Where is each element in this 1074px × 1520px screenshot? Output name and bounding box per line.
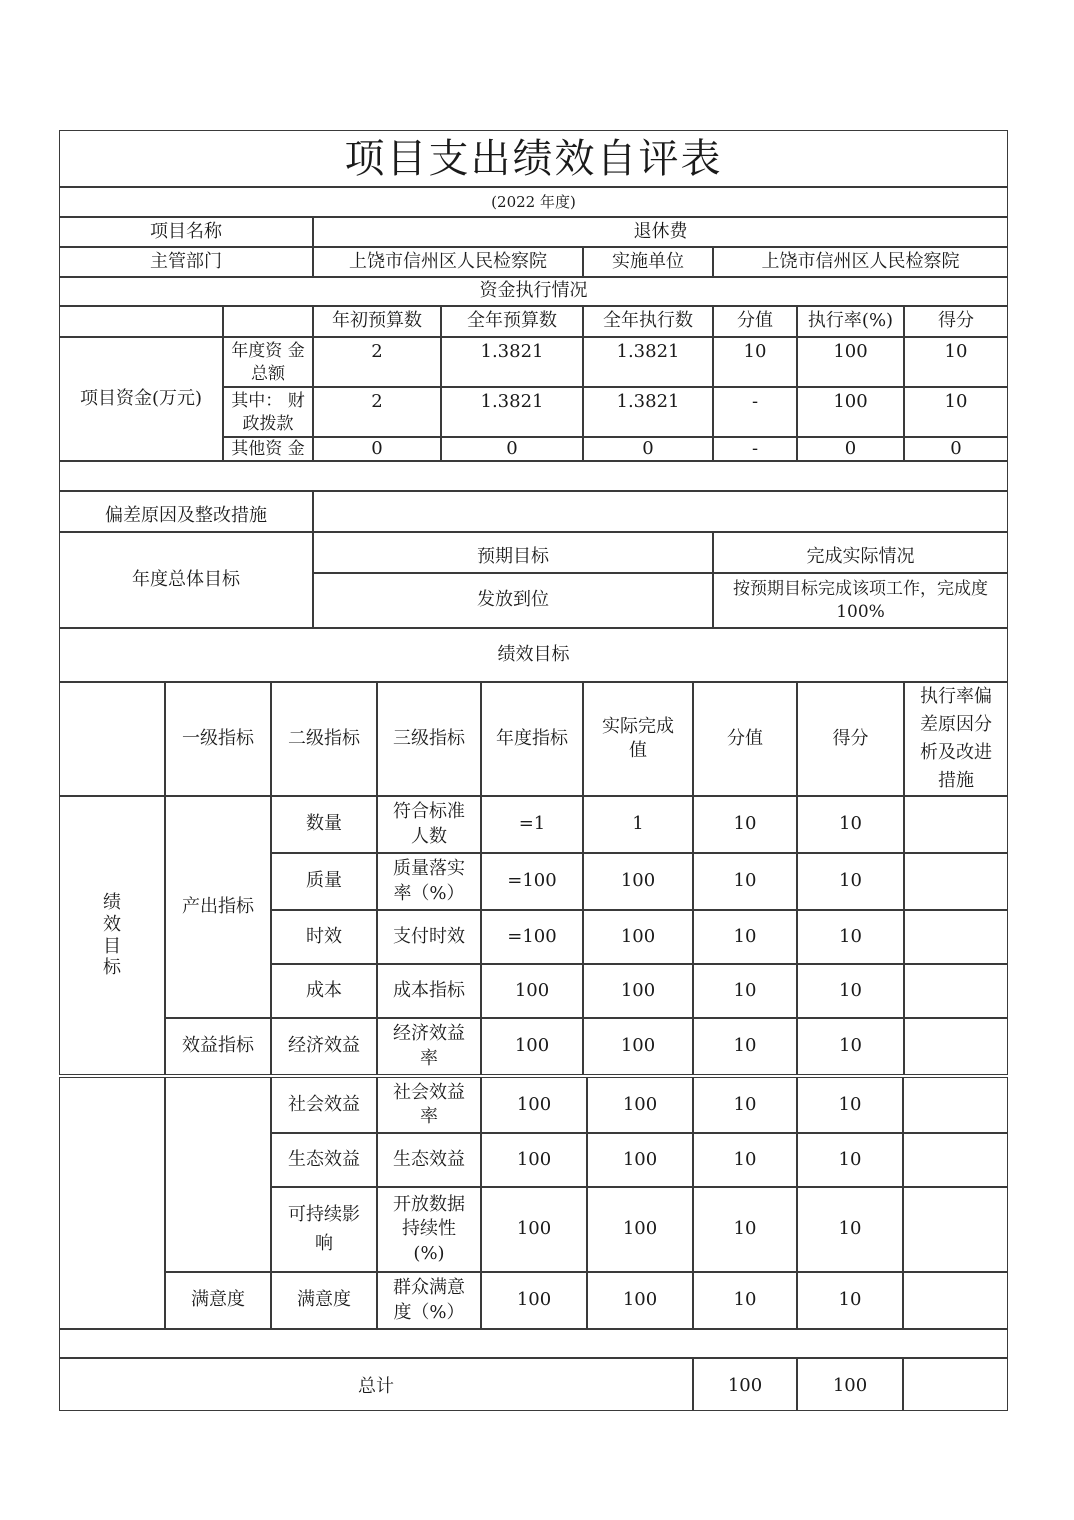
funds-row-label: 年度资 金总额 [223,337,313,387]
perf-note [903,1133,1008,1187]
perf-l2: 成本 [271,964,377,1018]
perf-header: 分值 [693,682,797,796]
funds-cell: 1.3821 [583,337,713,387]
perf-score-value: 10 [693,853,797,910]
dept-value: 上饶市信州区人民检察院 [313,247,583,277]
total-score-value: 100 [693,1358,797,1411]
funds-header: 分值 [713,306,797,337]
actual-result-header: 完成实际情况 [713,532,1008,573]
perf-header: 二级指标 [271,682,377,796]
funds-cell: 1.3821 [583,387,713,437]
perf-score-value: 10 [693,1077,797,1133]
funds-cell: 100 [797,337,904,387]
funds-header-blank [223,306,313,337]
perf-target: 100 [481,1133,587,1187]
perf-note [904,910,1008,964]
perf-actual: 100 [587,1272,693,1329]
perf-target: 100 [481,964,583,1018]
spacer-row [59,1329,1008,1358]
perf-note [904,853,1008,910]
perf-actual: 100 [583,964,693,1018]
spacer-row [59,461,1008,491]
perf-l3: 符合标准人数 [377,796,481,853]
funds-header-blank [59,306,223,337]
perf-l2: 时效 [271,910,377,964]
perf-note [904,964,1008,1018]
funds-row-label: 其中： 财政拨款 [223,387,313,437]
perf-l2: 数量 [271,796,377,853]
dept-label: 主管部门 [59,247,313,277]
perf-header-blank [59,682,165,796]
total-note [903,1358,1008,1411]
perf-actual: 100 [583,853,693,910]
perf-l3: 质量落实率（%） [377,853,481,910]
perf-l3: 经济效益率 [377,1018,481,1075]
perf-score: 10 [797,1018,904,1075]
perf-l3: 成本指标 [377,964,481,1018]
funds-cell: 2 [313,387,441,437]
annual-goal-label: 年度总体目标 [59,532,313,628]
perf-score: 10 [797,1272,903,1329]
perf-target: 100 [481,1018,583,1075]
funds-cell: 2 [313,337,441,387]
perf-actual: 1 [583,796,693,853]
impl-value: 上饶市信州区人民检察院 [713,247,1008,277]
perf-header: 一级指标 [165,682,271,796]
funds-cell: 10 [904,387,1008,437]
funds-section-title: 资金执行情况 [59,277,1008,306]
funds-cell: - [713,387,797,437]
funds-cell: - [713,437,797,461]
perf-actual: 100 [583,910,693,964]
perf-l3: 群众满意度（%） [377,1272,481,1329]
perf-note [904,1018,1008,1075]
perf-l3: 生态效益 [377,1133,481,1187]
funds-cell: 1.3821 [441,337,583,387]
total-score: 100 [797,1358,903,1411]
perf-l2: 可持续影响 [271,1187,377,1272]
funds-group-label: 项目资金(万元) [59,337,223,461]
funds-cell: 0 [904,437,1008,461]
perf-actual: 100 [587,1077,693,1133]
perf-header: 三级指标 [377,682,481,796]
perf-score-value: 10 [693,1018,797,1075]
perf-score-value: 10 [693,1272,797,1329]
perf-score-value: 10 [693,1133,797,1187]
funds-header: 执行率(%) [797,306,904,337]
funds-cell: 0 [313,437,441,461]
performance-section-title: 绩效目标 [59,628,1008,682]
funds-cell: 10 [713,337,797,387]
perf-group-benefit: 效益指标 [165,1018,271,1075]
expected-goal-header: 预期目标 [313,532,713,573]
funds-cell: 0 [583,437,713,461]
total-label: 总计 [59,1358,693,1411]
funds-cell: 100 [797,387,904,437]
funds-header: 全年执行数 [583,306,713,337]
project-name-label: 项目名称 [59,217,313,247]
perf-l2: 社会效益 [271,1077,377,1133]
perf-score: 10 [797,1187,903,1272]
perf-target: =100 [481,853,583,910]
perf-header: 执行率偏差原因分析及改进措施 [904,682,1008,796]
expected-goal-value: 发放到位 [313,573,713,628]
perf-l2: 经济效益 [271,1018,377,1075]
funds-row-label: 其他资 金 [223,437,313,461]
perf-score: 10 [797,964,904,1018]
perf-header: 年度指标 [481,682,583,796]
perf-l3: 支付时效 [377,910,481,964]
perf-target: =1 [481,796,583,853]
perf-score: 10 [797,1077,903,1133]
perf-score-value: 10 [693,964,797,1018]
perf-note [903,1187,1008,1272]
actual-result-value: 按预期目标完成该项工作，完成度 100% [713,573,1008,628]
impl-label: 实施单位 [583,247,713,277]
funds-header: 得分 [904,306,1008,337]
deviation-label: 偏差原因及整改措施 [59,491,313,532]
funds-header: 全年预算数 [441,306,583,337]
perf-side-label: 绩效目标 [59,796,165,1075]
perf-actual: 100 [583,1018,693,1075]
page-title: 项目支出绩效自评表 [59,130,1008,187]
perf-side-blank [59,1077,165,1329]
perf-target: 100 [481,1077,587,1133]
funds-cell: 10 [904,337,1008,387]
funds-cell: 0 [441,437,583,461]
perf-header: 实际完成值 [583,682,693,796]
perf-note [904,796,1008,853]
perf-score: 10 [797,1133,903,1187]
perf-group-satisfaction: 满意度 [165,1272,271,1329]
perf-l3: 开放数据持续性(%) [377,1187,481,1272]
funds-cell: 1.3821 [441,387,583,437]
perf-score-value: 10 [693,796,797,853]
funds-cell: 0 [797,437,904,461]
perf-target: 100 [481,1272,587,1329]
perf-l2: 质量 [271,853,377,910]
project-name-value: 退休费 [313,217,1008,247]
perf-l2: 满意度 [271,1272,377,1329]
year-label: (2022 年度) [59,187,1008,217]
perf-l3: 社会效益率 [377,1077,481,1133]
perf-target: =100 [481,910,583,964]
deviation-value [313,491,1008,532]
funds-header: 年初预算数 [313,306,441,337]
perf-note [903,1272,1008,1329]
perf-score-value: 10 [693,1187,797,1272]
perf-note [903,1077,1008,1133]
perf-score: 10 [797,910,904,964]
perf-score: 10 [797,853,904,910]
perf-group-output: 产出指标 [165,796,271,1018]
perf-target: 100 [481,1187,587,1272]
perf-score-value: 10 [693,910,797,964]
perf-header: 得分 [797,682,904,796]
perf-score: 10 [797,796,904,853]
perf-group-blank [165,1077,271,1272]
perf-actual: 100 [587,1133,693,1187]
perf-actual: 100 [587,1187,693,1272]
perf-l2: 生态效益 [271,1133,377,1187]
